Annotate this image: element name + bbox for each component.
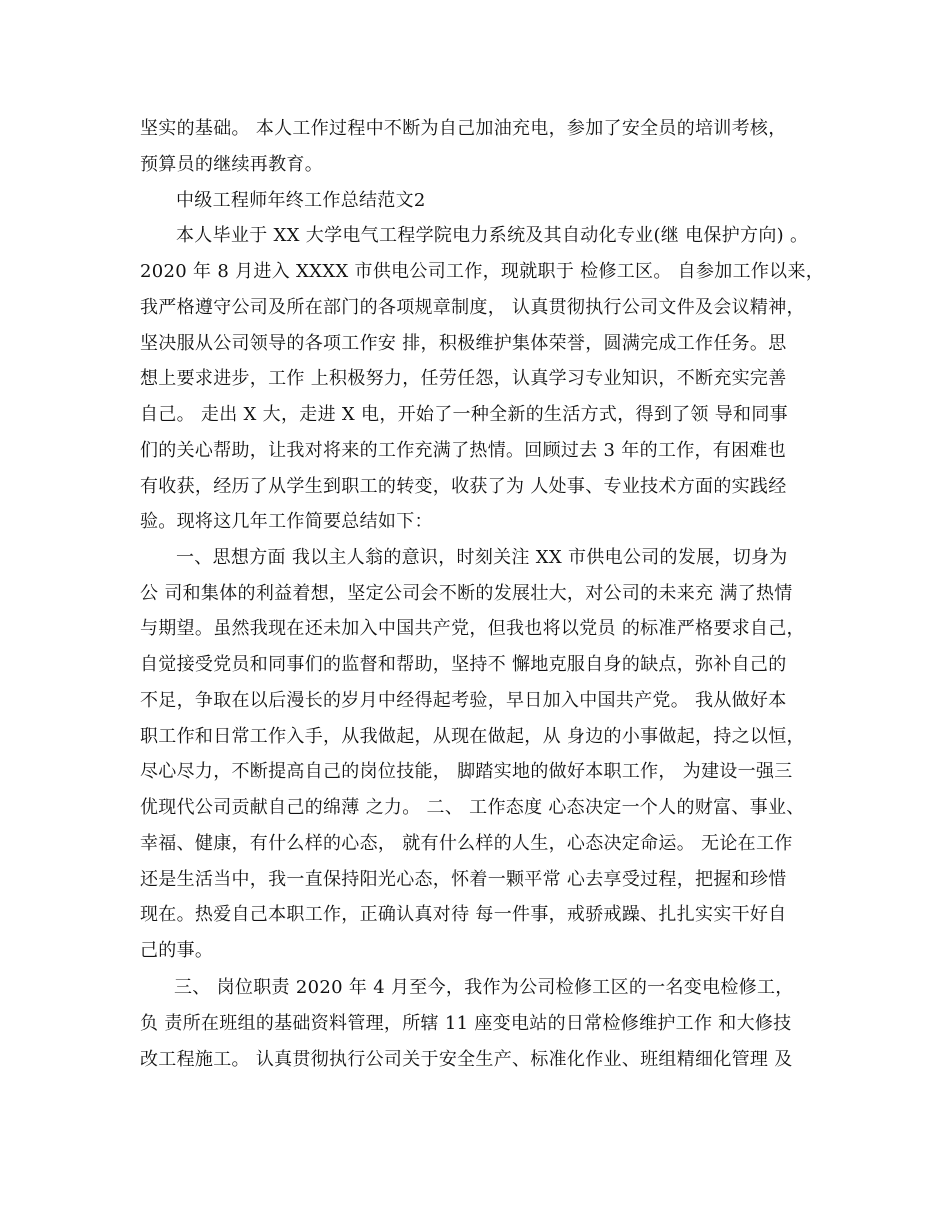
text-line: 不足，争取在以后漫长的岁月中经得起考验，早日加入中国共产党。 我从做好本 (140, 690, 787, 711)
text-line: 2020 年 8 月进入 XXXX 市供电公司工作，现就职于 检修工区。 自参加工作以来， (140, 261, 825, 282)
text-line: 还是生活当中，我一直保持阳光心态，怀着一颗平常 心去享受过程，把握和珍惜 (140, 869, 787, 890)
text-line: 想上要求进步，工作 上积极努力，任劳任怨，认真学习专业知识，不断充实完善 (140, 368, 787, 389)
text-line: 优现代公司贡献自己的绵薄 之力。 二、 工作态度 心态决定一个人的财富、事业、 (140, 797, 805, 818)
text-line: 自己。 走出 X 大，走进 X 电，开始了一种全新的生活方式，得到了领 导和同事 (140, 404, 788, 425)
text-line: 现在。热爱自己本职工作，正确认真对待 每一件事，戒骄戒躁、扎扎实实干好自 (140, 904, 787, 925)
text-line: 一、思想方面 我以主人翁的意识，时刻关注 XX 市供电公司的发展，切身为 (176, 547, 788, 568)
text-line: 本人毕业于 XX 大学电气工程学院电力系统及其自动化专业(继 电保护方向) 。 (176, 225, 809, 246)
text-line: 坚决服从公司领导的各项工作安 排，积极维护集体荣誉，圆满完成工作任务。思 (140, 333, 787, 354)
text-line: 职工作和日常工作入手，从我做起，从现在做起，从 身边的小事做起，持之以恒， (140, 726, 805, 747)
text-line: 改工程施工。 认真贯彻执行公司关于安全生产、标准化作业、班组精细化管理 及 (140, 1049, 793, 1070)
text-line: 验。现将这几年工作简要总结如下： (140, 511, 433, 532)
text-line: 自觉接受党员和同事们的监督和帮助，坚持不 懈地克服自身的缺点，弥补自己的 (140, 654, 787, 675)
text-line: 负 责所在班组的基础资料管理，所辖 11 座变电站的日常检修维护工作 和大修技 (140, 1013, 792, 1034)
text-line: 幸福、健康，有什么样的心态， 就有什么样的人生，心态决定命运。 无论在工作 (140, 833, 793, 854)
text-line: 三、 岗位职责 2020 年 4 月至今，我作为公司检修工区的一名变电检修工， (174, 977, 794, 998)
text-line: 有收获，经历了从学生到职工的转变，收获了为 人处事、专业技术方面的实践经 (140, 476, 787, 497)
text-line: 们的关心帮助，让我对将来的工作充满了热情。回顾过去 3 年的工作，有困难也 (140, 440, 786, 461)
text-line: 与期望。虽然我现在还未加入中国共产党，但我也将以党员 的标准严格要求自己， (140, 618, 805, 639)
text-line: 己的事。 (140, 940, 214, 961)
text-line: 我严格遵守公司及所在部门的各项规章制度， 认真贯彻执行公司文件及会议精神， (140, 297, 805, 318)
section-heading: 中级工程师年终工作总结范文2 (176, 190, 426, 211)
text-line: 坚实的基础。 本人工作过程中不断为自己加油充电，参加了安全员的培训考核， (140, 118, 787, 139)
text-line: 尽心尽力，不断提高自己的岗位技能， 脚踏实地的做好本职工作， 为建设一强三 (140, 761, 793, 782)
text-line: 预算员的继续再教育。 (140, 154, 323, 175)
text-line: 公 司和集体的利益着想，坚定公司会不断的发展壮大，对公司的未来充 满了热情 (140, 583, 793, 604)
